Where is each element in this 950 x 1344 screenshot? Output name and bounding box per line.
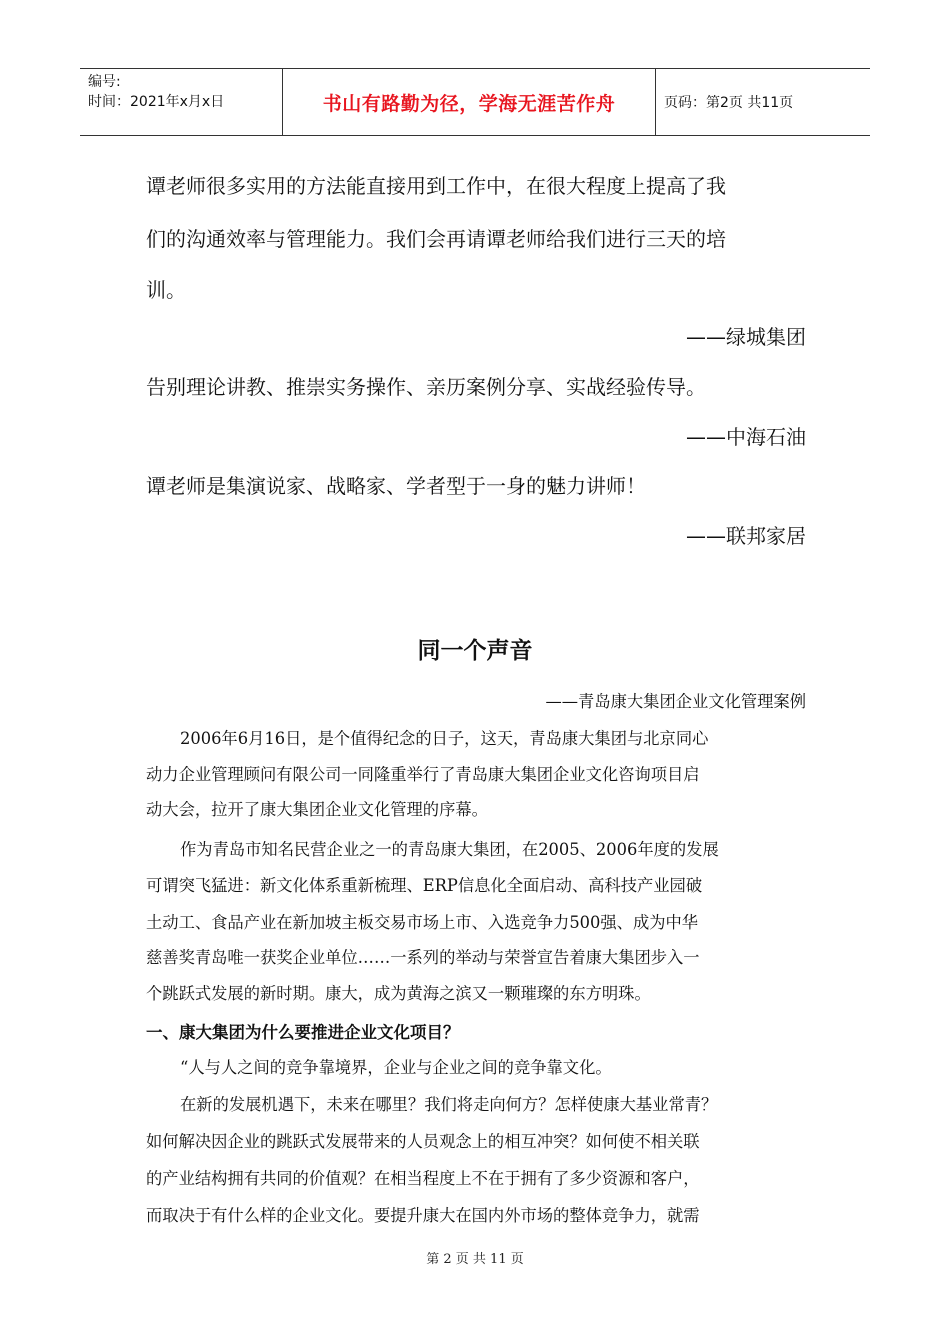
time-label: 时间：2021年x月x日 (88, 94, 225, 110)
paragraph-line: “人与人之间的竞争靠境界，企业与企业之间的竞争靠文化。 (180, 1058, 612, 1077)
testimonial-line: 谭老师很多实用的方法能直接用到工作中，在很大程度上提高了我 (146, 174, 726, 198)
paragraph-line: 动力企业管理顾问有限公司一同隆重举行了青岛康大集团企业文化咨询项目启 (146, 765, 700, 784)
testimonial-attribution: ——绿城集团 (686, 325, 806, 349)
page-footer: 第 2 页 共 11 页 (426, 1252, 524, 1267)
testimonial-attribution: ——联邦家居 (686, 524, 806, 548)
paragraph-line: 作为青岛市知名民营企业之一的青岛康大集团，在2005、2006年度的发展 (180, 840, 719, 859)
section-heading: 一、康大集团为什么要推进企业文化项目？ (146, 1023, 460, 1042)
testimonial-line: 们的沟通效率与管理能力。我们会再请谭老师给我们进行三天的培 (146, 227, 726, 251)
testimonial-attribution: ——中海石油 (686, 425, 806, 449)
paragraph-line: 在新的发展机遇下，未来在哪里？我们将走向何方？怎样使康大基业常青？ (180, 1095, 718, 1114)
testimonial-quote: 告别理论讲教、推崇实务操作、亲历案例分享、实战经验传导。 (146, 375, 706, 399)
testimonials-section (146, 170, 806, 550)
paragraph-line: 可谓突飞猛进：新文化体系重新梳理、ERP信息化全面启动、高科技产业园破 (146, 876, 703, 895)
article-subtitle: ——青岛康大集团企业文化管理案例 (545, 692, 806, 711)
header-motto: 书山有路勤为径，学海无涯苦作舟 (282, 69, 656, 135)
paragraph-line: 土动工、食品产业在新加坡主板交易市场上市、入选竞争力500强、成为中华 (146, 913, 699, 932)
header-left-cell (80, 69, 282, 135)
paragraph-line: 而取决于有什么样的企业文化。要提升康大在国内外市场的整体竞争力，就需 (146, 1206, 700, 1225)
paragraph-line: 的产业结构拥有共同的价值观？在相当程度上不在于拥有了多少资源和客户， (146, 1169, 700, 1188)
paragraph-line: 慈善奖青岛唯一获奖企业单位……一系列的举动与荣誉宣告着康大集团步入一 (146, 948, 700, 967)
testimonial-line: 训。 (146, 278, 186, 302)
paragraph-line: 个跳跃式发展的新时期。康大，成为黄海之滨又一颗璀璨的东方明珠。 (146, 984, 651, 1003)
paragraph-line: 如何解决因企业的跳跃式发展带来的人员观念上的相互冲突？如何使不相关联 (146, 1132, 700, 1151)
article-body (146, 688, 806, 1238)
number-label: 编号: (88, 74, 121, 90)
paragraph-line: 动大会，拉开了康大集团企业文化管理的序幕。 (146, 800, 488, 819)
testimonial-quote: 谭老师是集演说家、战略家、学者型于一身的魅力讲师！ (146, 474, 646, 498)
header-page-info: 页码：第2页 共11页 (664, 95, 794, 111)
page-header (80, 68, 870, 136)
article-title: 同一个声音 (417, 638, 533, 664)
paragraph-line: 2006年6月16日，是个值得纪念的日子，这天，青岛康大集团与北京同心 (180, 729, 709, 748)
